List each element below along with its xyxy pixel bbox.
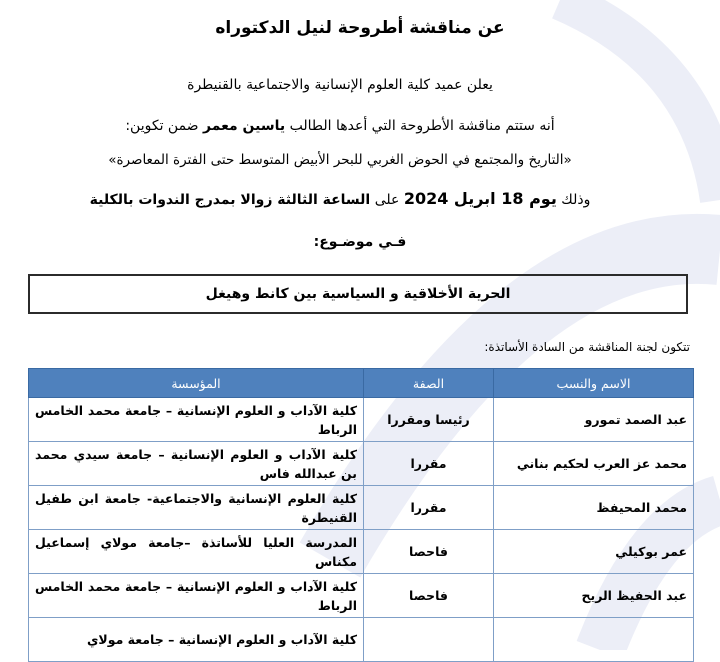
table-row	[29, 618, 694, 662]
member-institution: كلية الآداب و العلوم الإنسانية – جامعة مولاي	[29, 618, 364, 662]
student-line-suffix: ضمن تكوين:	[125, 118, 199, 134]
committee-intro: تتكون لجنة المناقشة من السادة الأساتذة:	[484, 340, 690, 354]
member-name: عمر بوكيلي	[494, 530, 694, 574]
table-row	[29, 530, 694, 574]
date-time-location: الساعة الثالثة زوالا بمدرج الندوات بالكلية	[89, 192, 371, 208]
member-role	[364, 618, 494, 662]
committee-table	[28, 368, 694, 662]
document-title: عن مناقشة أطروحة لنيل الدكتوراه	[215, 18, 505, 38]
table-row	[29, 398, 694, 442]
student-name: ياسين معمر	[203, 118, 286, 134]
program-title: «التاريخ والمجتمع في الحوض الغربي للبحر الأبيض المتوسط حتى الفترة المعاصرة»	[108, 152, 572, 168]
header-name: الاسم والنسب	[494, 369, 694, 398]
member-name: عبد الصمد تمورو	[494, 398, 694, 442]
member-name: عبد الحفيظ الريح	[494, 574, 694, 618]
member-name: محمد عز العرب لحكيم بناني	[494, 442, 694, 486]
date-day: يوم 18 ابريل 2024	[403, 189, 557, 208]
member-institution: كلية العلوم الإنسانية والاجتماعية- جامعة ابن طفيل القنيطرة	[29, 486, 364, 530]
header-role: الصفة	[364, 369, 494, 398]
member-role: فاحصا	[364, 530, 494, 574]
header-institution: المؤسسة	[29, 369, 364, 398]
member-name	[494, 618, 694, 662]
member-role: مقررا	[364, 442, 494, 486]
member-role: مقررا	[364, 486, 494, 530]
member-institution: كلية الآداب و العلوم الإنسانية – جامعة محمد الخامس الرباط	[29, 574, 364, 618]
table-header-row	[29, 369, 694, 398]
student-line	[20, 118, 660, 134]
topic-text: الحرية الأخلاقية و السياسية بين كانط وهيغل	[205, 286, 511, 302]
table-row	[29, 442, 694, 486]
member-name: محمد المحيفظ	[494, 486, 694, 530]
member-institution: كلية الآداب و العلوم الإنسانية – جامعة سيدي محمد بن عبدالله فاس	[29, 442, 364, 486]
table-row	[29, 574, 694, 618]
member-institution: المدرسة العليا للأساتذة –جامعة مولاي إسماعيل مكناس	[29, 530, 364, 574]
topic-box	[28, 274, 688, 314]
member-role: فاحصا	[364, 574, 494, 618]
date-line	[20, 189, 660, 208]
date-prefix: وذلك	[561, 192, 591, 208]
date-middle: على	[374, 192, 400, 208]
member-institution: كلية الآداب و العلوم الإنسانية – جامعة محمد الخامس الرباط	[29, 398, 364, 442]
student-line-prefix: أنه ستتم مناقشة الأطروحة التي أعدها الطالب	[289, 118, 555, 134]
member-role: رئيسا ومقررا	[364, 398, 494, 442]
dean-announcement: يعلن عميد كلية العلوم الإنسانية والاجتماعية بالقنيطرة	[187, 77, 493, 93]
topic-label: فـي موضـوع:	[313, 234, 407, 250]
table-row	[29, 486, 694, 530]
